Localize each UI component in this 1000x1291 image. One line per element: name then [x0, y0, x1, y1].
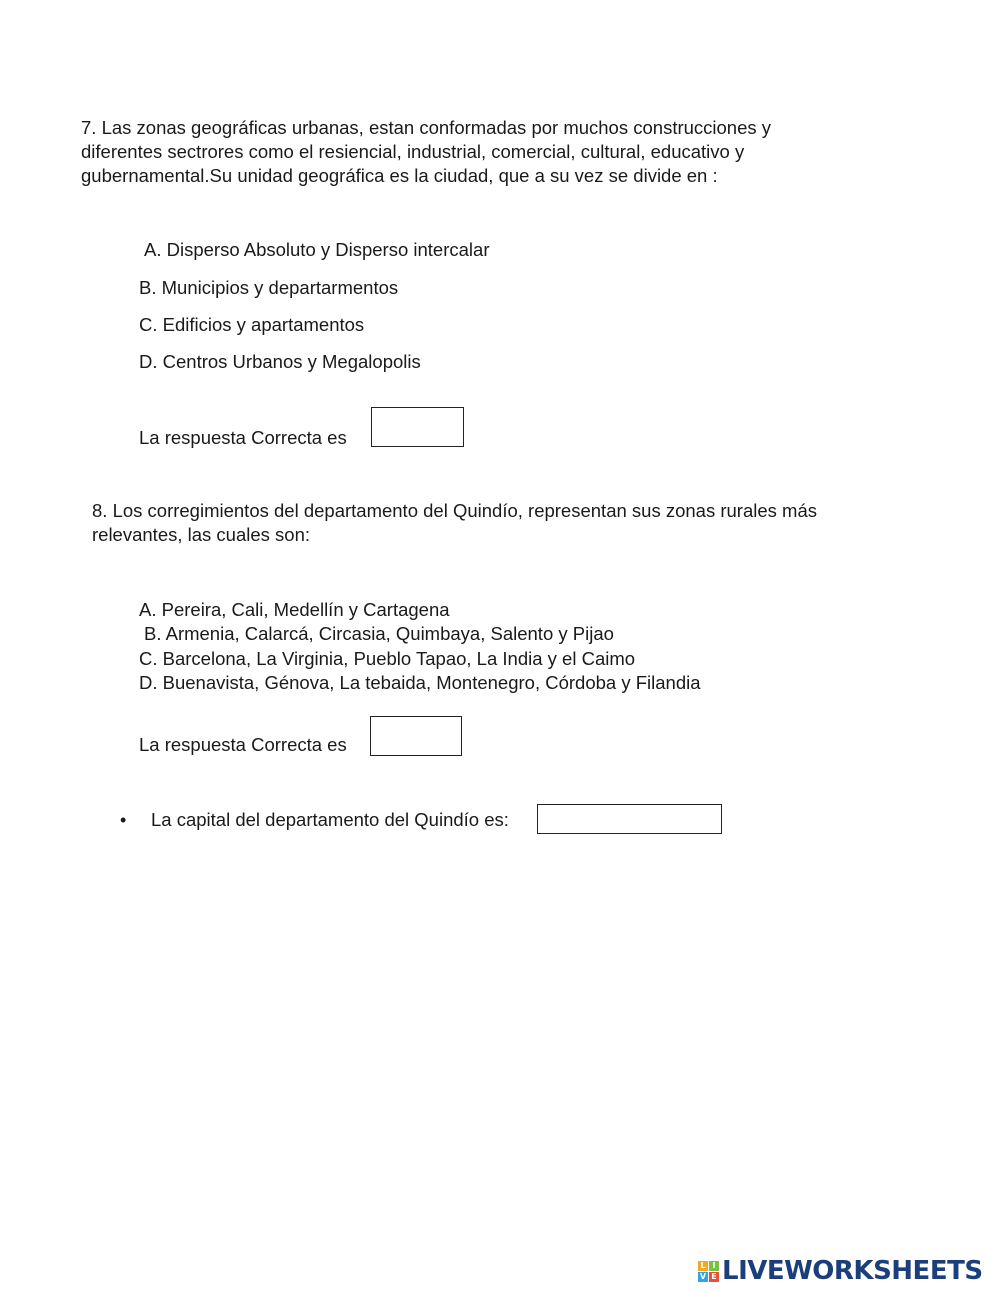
- bullet-icon: •: [120, 810, 127, 830]
- capital-question-label: La capital del departamento del Quindío es:: [151, 809, 509, 830]
- logo-letter: V: [699, 1271, 707, 1281]
- q8-answer-label: La respuesta Correcta es: [139, 734, 347, 755]
- logo-letter: L: [698, 1261, 708, 1271]
- logo-letter: E: [709, 1272, 719, 1282]
- q8-option-b: B. Armenia, Calarcá, Circasia, Quimbaya, Salento y Pijao: [144, 623, 614, 644]
- q7-option-d: D. Centros Urbanos y Megalopolis: [139, 351, 421, 372]
- logo-letter: I: [709, 1261, 719, 1271]
- liveworksheets-wordmark: LIVEWORKSHEETS: [722, 1256, 983, 1286]
- q8-option-a: A. Pereira, Cali, Medellín y Cartagena: [139, 599, 450, 620]
- q7-answer-label: La respuesta Correcta es: [139, 427, 347, 448]
- q7-option-b: B. Municipios y departarmentos: [139, 277, 399, 298]
- q8-option-c: C. Barcelona, La Virginia, Pueblo Tapao, La India y el Caimo: [139, 648, 636, 669]
- q7-option-a: A. Disperso Absoluto y Disperso intercalar: [144, 239, 490, 260]
- question-7-text: 7. Las zonas geográficas urbanas, estan conformadas por muchos construcciones y diferentes sectrores como el resiencial, industrial, comercial, cultural, educativo y gubernamental.Su unidad geográfica es la ciudad, que a su vez se divide en :: [81, 117, 772, 186]
- q7-answer-input[interactable]: [371, 407, 464, 447]
- q8-option-d: D. Buenavista, Génova, La tebaida, Montenegro, Córdoba y Filandia: [139, 672, 701, 693]
- question-8-text: 8. Los corregimientos del departamento del Quindío, representan sus zonas rurales más relevantes, las cuales son:: [92, 500, 817, 545]
- q7-option-c: C. Edificios y apartamentos: [139, 314, 365, 335]
- capital-answer-input[interactable]: [537, 804, 722, 834]
- liveworksheets-logo-icon: [698, 1261, 719, 1282]
- liveworksheets-logo: [698, 1256, 983, 1286]
- q8-answer-input[interactable]: [370, 716, 462, 756]
